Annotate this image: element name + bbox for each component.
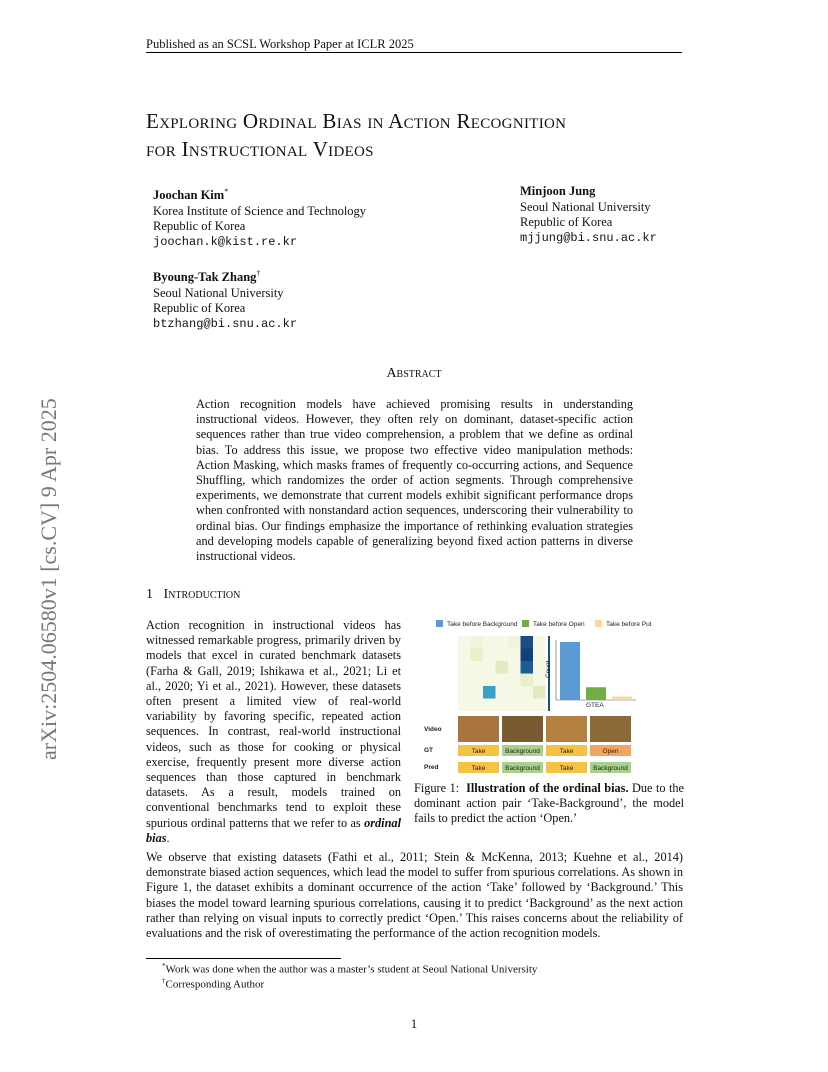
footnote-rule <box>146 958 341 959</box>
heatmap-cell <box>533 649 546 662</box>
video-frame-4 <box>590 716 631 742</box>
heatmap-cell <box>521 649 534 662</box>
section-title: Introduction <box>163 587 241 602</box>
legend-label-1: Take before Background <box>447 621 518 628</box>
video-frame-1 <box>458 716 499 742</box>
author-email[interactable]: joochan.k@kist.re.kr <box>153 234 298 249</box>
heatmap-cell <box>483 649 496 662</box>
title-line-1: Exploring Ordinal Bias in Action Recognition <box>146 109 567 133</box>
heatmap-cell <box>483 686 496 699</box>
author-country: Republic of Korea <box>153 219 246 234</box>
heatmap-cell <box>483 661 496 674</box>
author-country: Republic of Korea <box>153 301 246 316</box>
heatmap-cell <box>496 699 509 712</box>
heatmap-cell <box>458 649 471 662</box>
video-frame-2 <box>502 716 543 742</box>
page-number: 1 <box>410 1016 418 1031</box>
heatmap-cell <box>471 674 484 687</box>
intro-paragraph: Action recognition in instructional videos has witnessed remarkable progress, primarily driven by models that excel in curated benchmark datasets (Farha & Gall, 2019; Ishikawa et al., 2021; Li et al., 2020; Yi et al., 2021). However, these datasets often present a limited view of real-world variability by favoring specific, repeated action sequences. In contrast, real-world instructional videos, such as those for cooking or physical exercise, frequently present more diverse action sequences than those captured in benchmark datasets. As a result, models trained on conventional benchmarks tend to exploit these spurious ordinal patterns that we refer to as ordinal bias. <box>146 618 401 845</box>
pred-label: Take <box>559 765 574 772</box>
heatmap-cell <box>521 699 534 712</box>
heatmap-cell <box>508 686 521 699</box>
bar-take-before-put <box>612 697 632 700</box>
legend-label-2: Take before Open <box>533 621 585 628</box>
legend-swatch-1 <box>436 620 443 627</box>
author-block-3 <box>153 266 297 332</box>
heatmap-cell <box>483 674 496 687</box>
bar-chart <box>545 640 636 709</box>
heatmap-cell <box>458 686 471 699</box>
running-header: Published as an SCSL Workshop Paper at ICLR 2025 <box>146 37 414 51</box>
heatmap-cell <box>471 649 484 662</box>
heatmap-cell <box>521 661 534 674</box>
section-heading <box>146 587 240 603</box>
heatmap-cell <box>483 699 496 712</box>
author-affiliation: Seoul National University <box>153 285 284 300</box>
bar-take-before-open <box>586 687 606 700</box>
heatmap-cell <box>521 636 534 649</box>
video-strip <box>424 716 631 773</box>
heatmap-cell <box>458 661 471 674</box>
heatmap-cell <box>521 674 534 687</box>
legend-swatch-3 <box>595 620 602 627</box>
figure-legend <box>436 620 652 628</box>
author-affiliation: Seoul National University <box>520 199 651 214</box>
arxiv-sidebar <box>6 290 66 760</box>
pred-label: Background <box>593 765 628 772</box>
author-name: Joochan Kim* <box>153 187 229 203</box>
gt-row <box>458 745 631 756</box>
ordinal-bias-term: ordinal bias <box>146 815 401 845</box>
arxiv-id[interactable]: arXiv:2504.06580v1 [cs.CV] 9 Apr 2025 <box>36 398 61 760</box>
heatmap-cell <box>508 661 521 674</box>
author-country: Republic of Korea <box>520 215 613 229</box>
row-label-video: Video <box>424 726 442 733</box>
row-label-gt: GT <box>424 747 434 754</box>
heatmap-cell <box>496 686 509 699</box>
author-block-2 <box>520 184 657 246</box>
heatmap-cell <box>533 686 546 699</box>
figure-1 <box>414 616 684 776</box>
abstract-text: Action recognition models have achieved promising results in understanding instructional videos. However, they often rely on dominant, dataset-specific action sequences rather than true video comprehension, a problem that we define as ordinal bias. To address this issue, we propose two effective video manipulation methods: Action Masking, which masks frames of frequently co-occurring actions, and Sequence Shuffling, which randomizes the order of action segments. Through comprehensive experiments, we demonstrate that current models exhibit significant performance drops when confronted with nonstandard action sequences, underscoring their vulnerability to ordinal bias. Our findings emphasize the importance of rethinking evaluation strategies and developing models capable of generalizing beyond fixed action patterns in diverse instructional videos. <box>196 397 633 564</box>
bar-ylabel: Count <box>545 660 552 678</box>
section-number: 1 <box>146 587 153 602</box>
author-affiliation: Korea Institute of Science and Technology <box>153 203 367 218</box>
heatmap-cell <box>471 699 484 712</box>
bar-take-before-background <box>560 642 580 700</box>
author-block-1 <box>153 184 366 250</box>
heatmap-cell <box>533 636 546 649</box>
heatmap-cell <box>471 686 484 699</box>
heatmap-cell <box>533 661 546 674</box>
heatmap-cell <box>508 649 521 662</box>
legend-label-3: Take before Put <box>606 621 652 628</box>
heatmap-cell <box>533 699 546 712</box>
paper-title <box>146 107 706 163</box>
heatmap <box>458 636 550 711</box>
heatmap-cell <box>471 636 484 649</box>
header-rule <box>146 52 682 53</box>
author-email[interactable]: mjjung@bi.snu.ac.kr <box>520 230 657 245</box>
row-label-pred: Pred <box>424 764 439 771</box>
heatmap-cell <box>496 649 509 662</box>
heatmap-cell <box>471 661 484 674</box>
gt-label: Open <box>602 748 619 755</box>
dataset-label: GTEA <box>586 702 604 709</box>
video-frame-3 <box>546 716 587 742</box>
heatmap-cell <box>458 699 471 712</box>
heatmap-cell <box>496 661 509 674</box>
pred-label: Take <box>471 765 486 772</box>
heatmap-cell <box>496 674 509 687</box>
gt-label: Take <box>471 748 486 755</box>
heatmap-cell <box>458 674 471 687</box>
author-name: Byoung-Tak Zhang† <box>153 269 261 285</box>
footnote-2: †Corresponding Author <box>162 977 265 991</box>
heatmap-cell <box>508 636 521 649</box>
heatmap-cell <box>533 674 546 687</box>
author-email[interactable]: btzhang@bi.snu.ac.kr <box>153 316 298 331</box>
heatmap-cell <box>508 699 521 712</box>
footnote-1: *Work was done when the author was a master’s student at Seoul National University <box>162 962 538 976</box>
heatmap-cell <box>508 674 521 687</box>
heatmap-cell <box>483 636 496 649</box>
heatmap-cell <box>496 636 509 649</box>
heatmap-cell <box>521 686 534 699</box>
body-paragraph: We observe that existing datasets (Fathi et al., 2011; Stein & McKenna, 2013; Kuehne et al., 2014) demonstrate biased action sequences, which lead the model to suffer from spurious correlations. As shown in Figure 1, the dataset exhibits a dominant occurrence of the action ‘Take’ followed by ‘Background.’ This biases the model toward learning spurious correlations, causing it to predict ‘Background’ as the next action rather than relying on visual inputs to correctly predict ‘Open.’ This raises concerns about the reliability of evaluations and the risk of overestimating the performance of the action recognition models. <box>146 850 683 941</box>
pred-label: Background <box>505 765 540 772</box>
pred-row <box>458 762 631 773</box>
heatmap-cell <box>458 636 471 649</box>
abstract-heading: Abstract <box>386 366 442 381</box>
gt-label: Take <box>559 748 574 755</box>
gt-label: Background <box>505 748 540 755</box>
legend-swatch-2 <box>522 620 529 627</box>
author-name: Minjoon Jung <box>520 184 596 198</box>
title-line-2: for Instructional Videos <box>146 137 374 161</box>
figure-caption: Figure 1: Illustration of the ordinal bias. Due to the dominant action pair ‘Take-Background’, the model fails to predict the action ‘Open.’ <box>414 781 685 826</box>
